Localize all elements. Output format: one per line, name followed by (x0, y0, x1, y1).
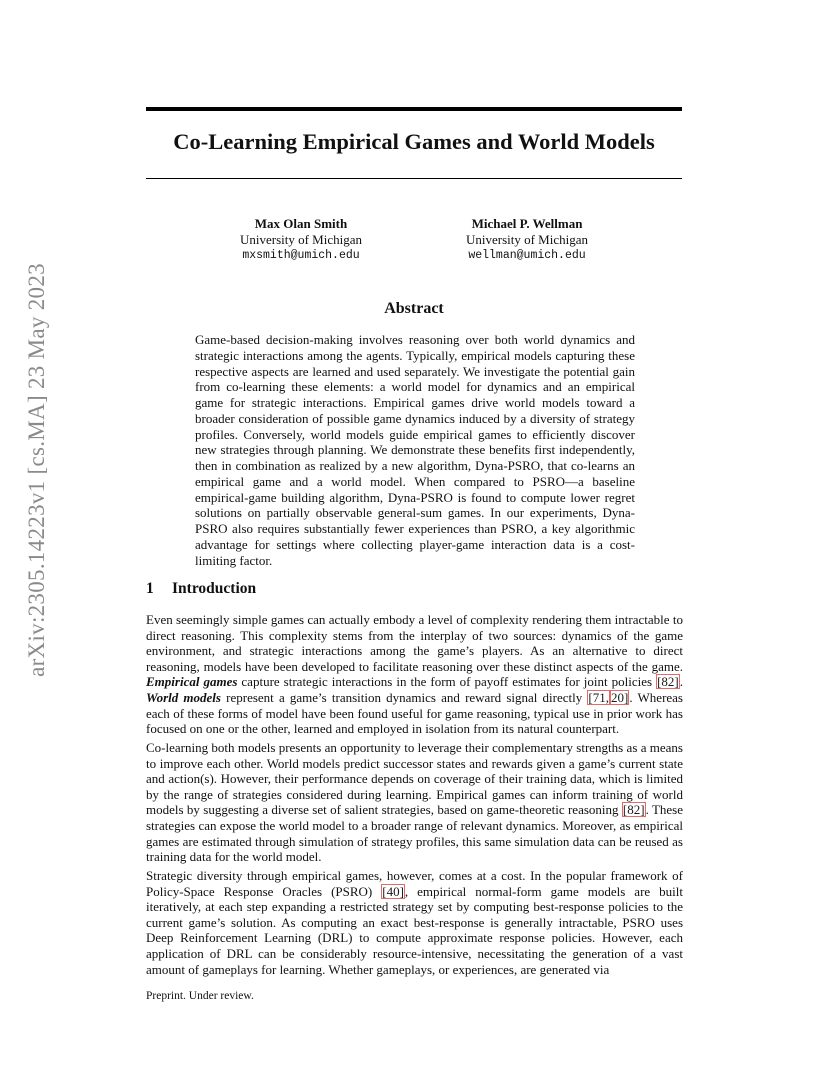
text-run: Even seemingly simple games can actually embody a level of complexity rendering them intractable to direct reasoning. This complexity stems from the interplay of two sources: dynamics of the game environment, and strategic interactions among the game’s players. As an alternative to direct reasoning, models have been developed to facilitate reasoning over these distinct aspects of the game. (146, 612, 683, 674)
text-run: . (679, 674, 683, 690)
author-block (186, 216, 416, 264)
abstract-heading: Abstract (384, 300, 444, 317)
section-heading (146, 580, 256, 598)
arxiv-sidebar (22, 265, 52, 675)
section-number: 1 (146, 580, 154, 597)
abstract-text: Game-based decision-making involves reasoning over both world dynamics and strategic interactions among the agents. Typically, empirical models capturing these respective aspects are learned and used separately. We investigate the potential gain from co-learning these elements: a world model for dynamics and an empirical game for strategic interactions. Empirical games drive world models toward a broader consideration of possible game dynamics induced by a diversity of strategy profiles. Conversely, world models guide empirical games to efficiently discover new strategies through planning. We demonstrate these benefits first independently, then in combination as realized by a new algorithm, Dyna-PSRO, that co-learns an empirical game and a world model. When compared to PSRO—a baseline empirical-game building algorithm, Dyna-PSRO is found to compute lower regret solutions on partially observable general-sum games. In our experiments, Dyna-PSRO also requires substantially fewer experiences than PSRO, a key algorithmic advantage for settings where collecting player-game interaction data is a cost-limiting factor. (195, 332, 635, 568)
author-name: Michael P. Wellman (471, 216, 583, 231)
citation-link[interactable]: [82] (657, 674, 679, 690)
text-run: represent a game’s transition dynamics and reward signal directly (220, 689, 588, 705)
title-bottom-rule (146, 178, 682, 179)
paper-title: Co-Learning Empirical Games and World Models (173, 129, 655, 154)
author-name: Max Olan Smith (254, 216, 348, 231)
text-run: capture strategic interactions in the form of payoff estimates for joint policies (237, 674, 657, 690)
author-block (412, 216, 642, 264)
citation-link[interactable]: [40] (382, 883, 404, 899)
citation-link[interactable]: [71, (588, 689, 609, 705)
arxiv-identifier: arXiv:2305.14223v1 [cs.MA] 23 May 2023 (24, 263, 49, 677)
author-affiliation: University of Michigan (465, 232, 589, 247)
text-run: , empirical normal-form game models are built iteratively, at each step expanding a restricted strategy set by computing best-response policies to the current game’s solution. As computing an exact best-response is generally intractable, PSRO uses Deep Reinforcement Learning (DRL) to compute approximate response policies. However, each application of DRL can be considerably resource-intensive, necessitating the generation of a vast amount of gameplays for learning. Whether gameplays, or experiences, are generated via (146, 883, 683, 977)
text-run: Strategic diversity through empirical games, however, comes at a cost. In the popular framework of Policy-Space Response Oracles (PSRO) (146, 868, 683, 899)
author-email[interactable]: mxsmith@umich.edu (242, 249, 360, 262)
text-run: . These strategies can expose the world model to a broader range of relevant dynamics. Moreover, as empirical games are estimated through simulation of strategy profiles, this same simulation data can be reused as training data for the world model. (146, 802, 683, 865)
title-top-rule (146, 107, 682, 111)
intro-paragraph (146, 612, 683, 737)
emphasis-term: Empirical games (146, 674, 238, 690)
author-email[interactable]: wellman@umich.edu (468, 249, 586, 262)
author-affiliation: University of Michigan (239, 232, 363, 247)
emphasis-term: World models (146, 689, 221, 705)
intro-paragraph (146, 740, 683, 865)
text-run: Co-learning both models presents an opportunity to leverage their complementary strengths as a means to improve each other. World models predict successor states and rewards given a game’s current state and action(s). However, their performance depends on coverage of their training data, which is limited by the range of strategies considered during learning. Empirical games can inform training of world models by suggesting a diverse set of salient strategies, based on game-theoretic reasoning (146, 740, 683, 818)
section-title: Introduction (172, 580, 257, 597)
citation-link[interactable]: 20] (611, 689, 629, 705)
intro-paragraph (146, 868, 683, 977)
citation-link[interactable]: [82] (622, 802, 645, 818)
preprint-footer: Preprint. Under review. (146, 990, 254, 1002)
text-run: . Whereas each of these forms of model have been found useful for game reasoning, typical use in prior work has focused on one or the other, learned and employed in isolation from its natural counterpart. (146, 689, 683, 737)
